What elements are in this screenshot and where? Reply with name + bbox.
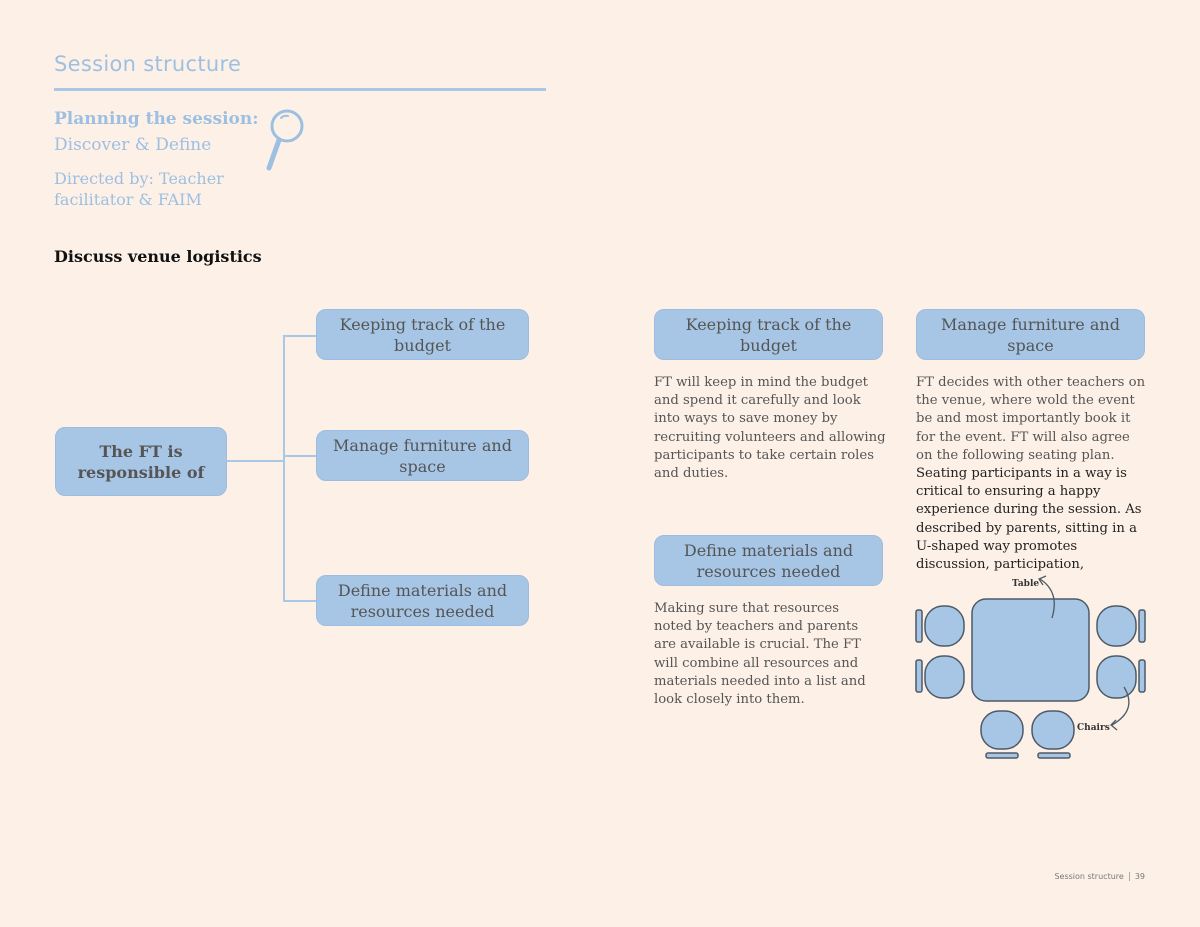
- furniture-text: [916, 374, 1148, 574]
- furniture-title-box: Manage furniture and space: [916, 309, 1145, 360]
- connector-branch-2: [283, 455, 317, 457]
- furniture-text-a: FT decides with other teachers on the venue, where wold the event be and most importantly book it for the event. FT will also agree on the following seating plan.: [916, 375, 1146, 463]
- footer-section: Session structure: [1054, 872, 1124, 881]
- directed-by: Directed by: Teacher facilitator & FAIM: [54, 169, 224, 209]
- connector-branch-1: [283, 335, 317, 337]
- mindmap-root: The FT is responsible of: [55, 427, 227, 496]
- budget-title-box: Keeping track of the budget: [654, 309, 883, 360]
- page-number: 39: [1134, 872, 1145, 881]
- chairs-label: Chairs: [1077, 723, 1110, 733]
- mindmap-branch-furniture: Manage furniture and space: [316, 430, 529, 481]
- connector-root: [227, 460, 284, 462]
- connector-branch-3: [283, 600, 317, 602]
- connector-trunk: [283, 335, 285, 601]
- mindmap-branch-budget: Keeping track of the budget: [316, 309, 529, 360]
- title-divider: [54, 88, 546, 91]
- mindmap-branch-materials: Define materials and resources needed: [316, 575, 529, 626]
- section-title: Session structure: [54, 52, 242, 76]
- furniture-text-b: Seating participants in a way is critical to ensuring a happy experience during the session. As described by parents, sitting in a U-shaped way promotes discussion, participation,: [916, 466, 1142, 573]
- budget-text: FT will keep in mind the budget and spend it carefully and look into ways to save money by recruiting volunteers and allowing participants to take certain roles and duties.: [654, 375, 886, 482]
- materials-text: Making sure that resources noted by teachers and parents are available is crucial. The FT will combine all resources and materials needed into a list and look closely into them.: [654, 601, 866, 708]
- magnifying-glass-icon: [262, 106, 308, 178]
- footer-divider: [1129, 872, 1130, 881]
- table-shape: [972, 599, 1089, 701]
- page-footer: [1054, 872, 1145, 881]
- materials-title-box: Define materials and resources needed: [654, 535, 883, 586]
- plan-title: Planning the session:: [54, 109, 259, 129]
- discuss-heading: Discuss venue logistics: [54, 247, 262, 266]
- plan-subtitle: Discover & Define: [54, 135, 212, 155]
- seating-plan-diagram: [912, 570, 1152, 769]
- table-label: Table: [1012, 579, 1040, 589]
